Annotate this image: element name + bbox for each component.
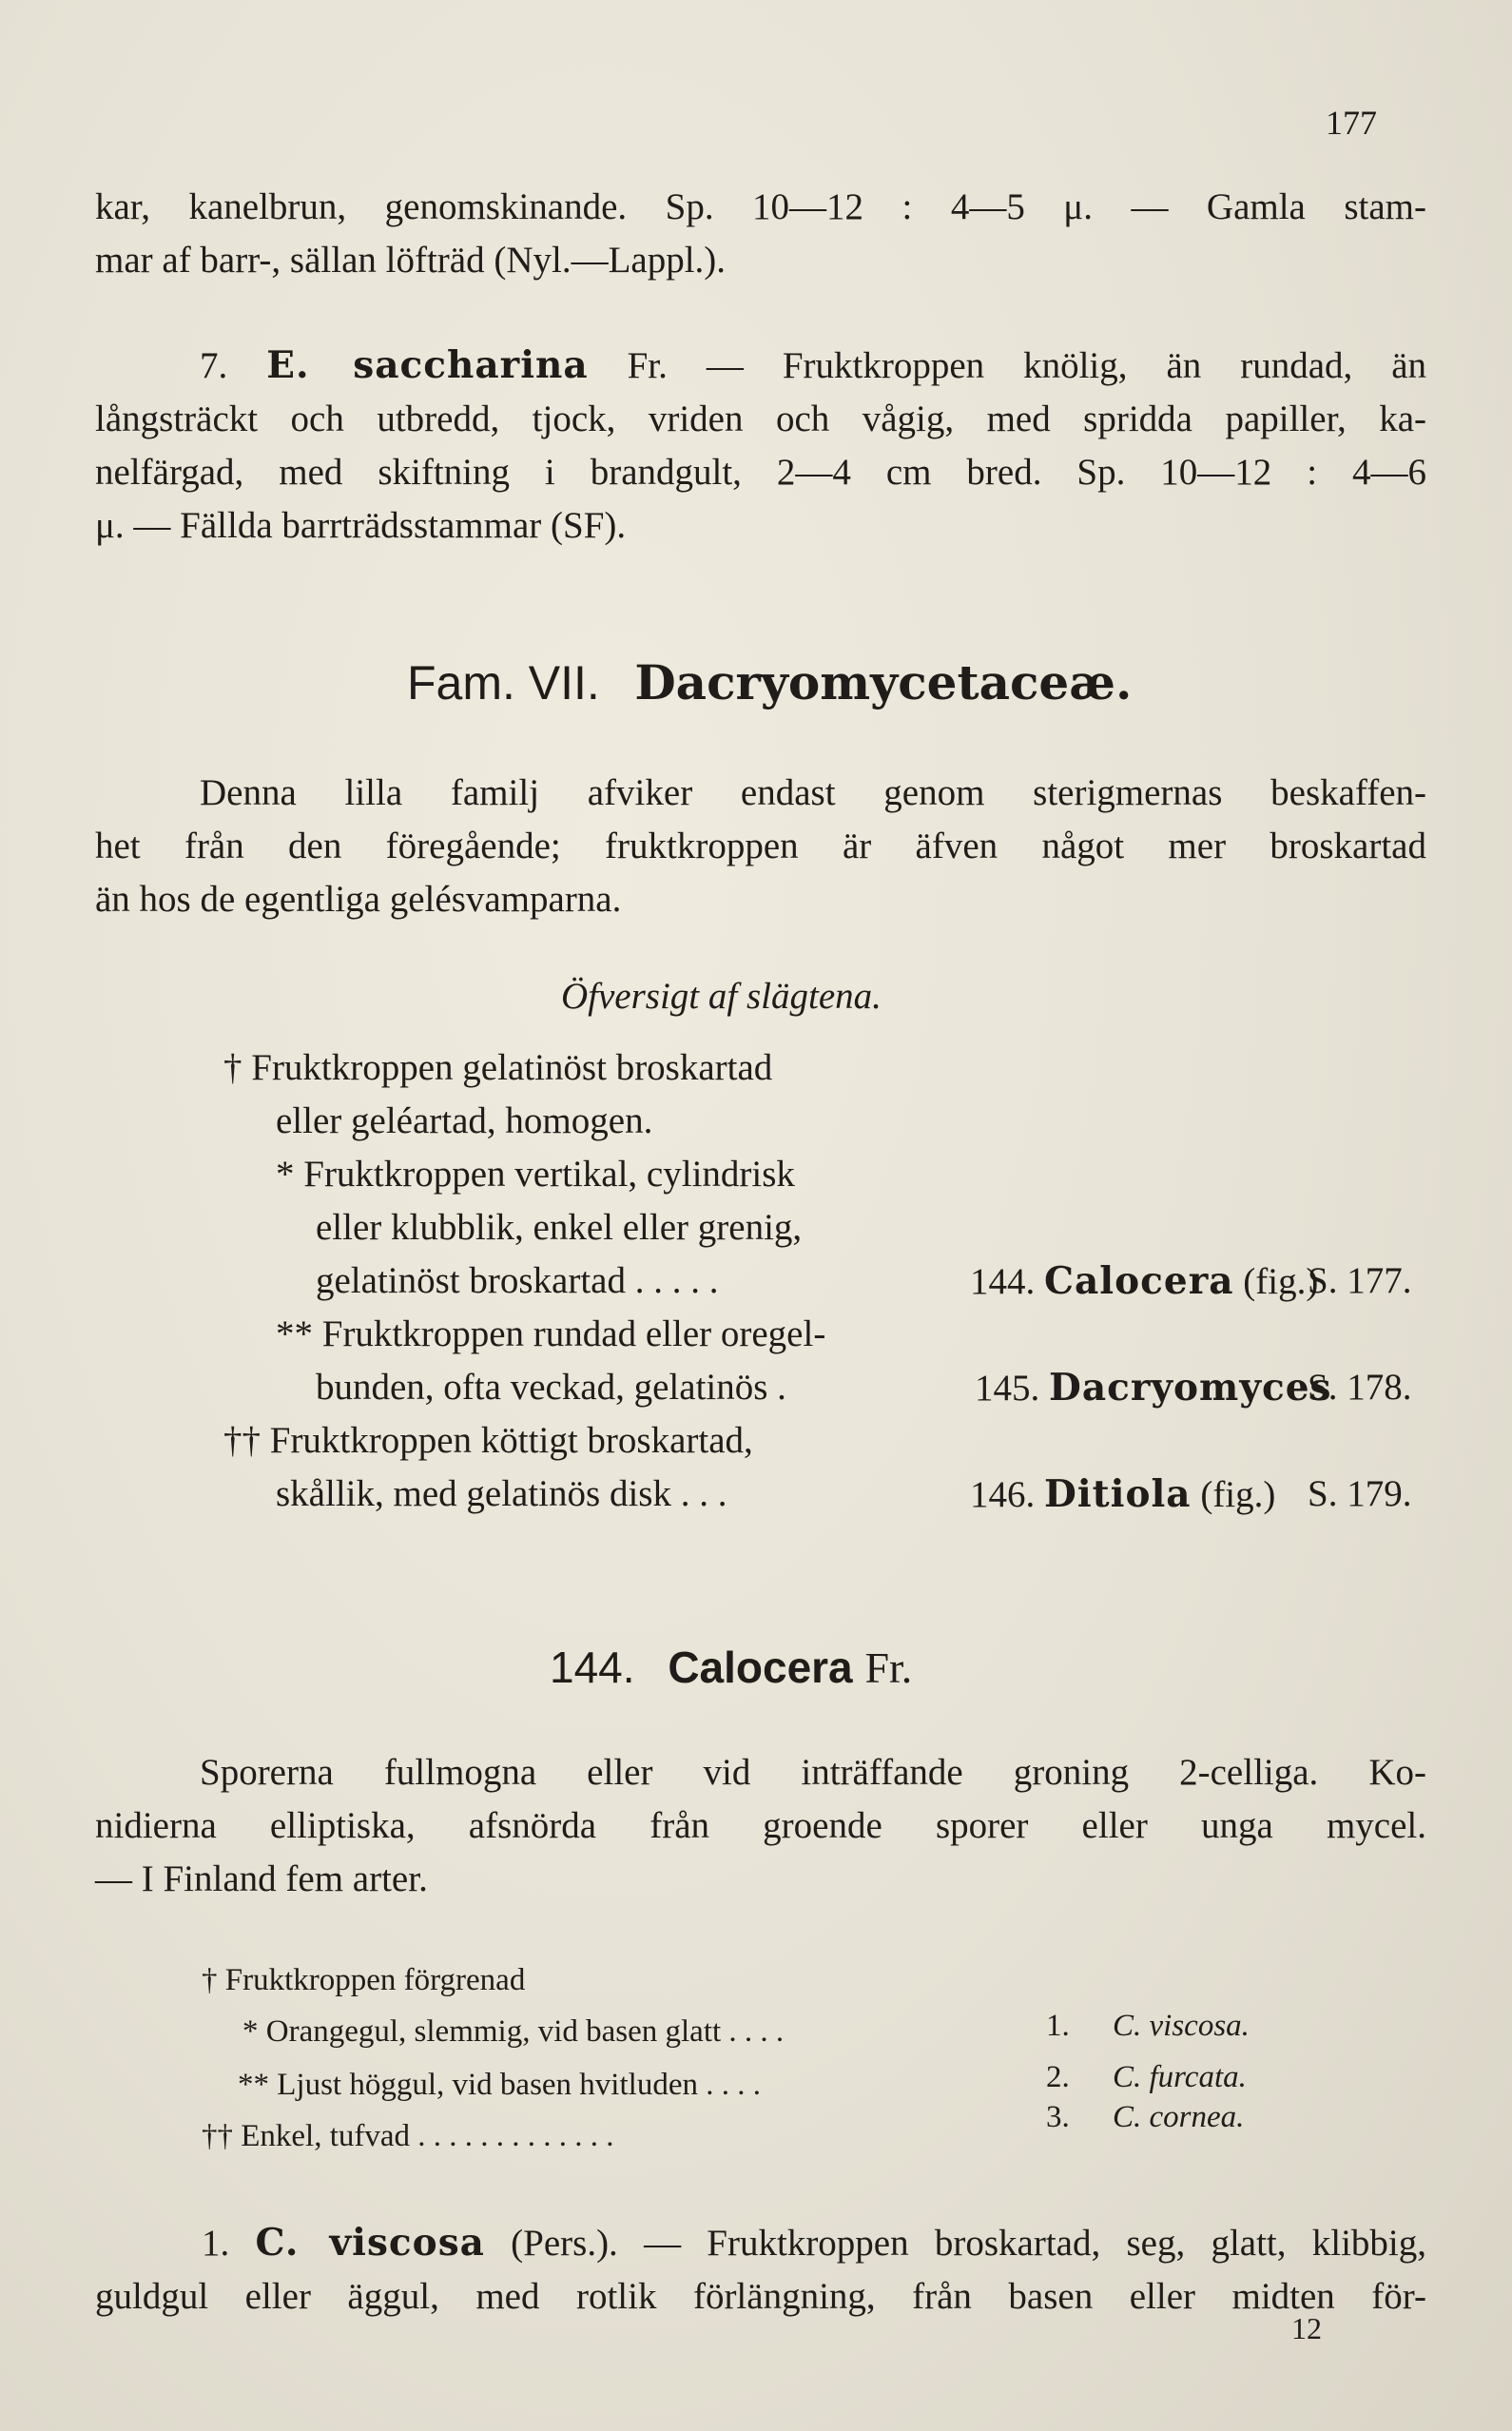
species-7-line: nelfärgad, med skiftning i brandgult, 2—4 cm bred. Sp. 10—12 : 4—6 <box>95 452 1426 493</box>
species-1-text: — Fruktkroppen broskartad, seg, glatt, klibbig, <box>644 2223 1427 2264</box>
genus-ref-number: 144. <box>970 1261 1036 1302</box>
genus-ref-ditiola <box>970 1472 1275 1516</box>
genus-ref-page: S. 177. <box>1308 1260 1412 1301</box>
intro-line: kar, kanelbrun, genomskinande. Sp. 10—12 : 4—5 μ. — Gamla stam- <box>95 186 1426 227</box>
genus-heading-number: 144. <box>550 1643 635 1692</box>
family-line: Denna lilla familj afviker endast genom sterigmernas beskaffen- <box>200 772 1426 813</box>
genus-ref-note: (fig.) <box>1200 1474 1276 1515</box>
family-line: än hos de egentliga gelésvamparna. <box>95 879 622 920</box>
key-row: * Fruktkroppen vertikal, cylindrisk <box>276 1154 795 1195</box>
species-1-author: (Pers.). <box>511 2223 618 2264</box>
genus-ref-number: 146. <box>970 1474 1036 1515</box>
genus-line: — I Finland fem arter. <box>95 1858 428 1899</box>
signature-mark: 12 <box>1291 2311 1322 2345</box>
key-row: skållik, med gelatinös disk . . . <box>276 1473 727 1514</box>
species-key-name: C. viscosa. <box>1113 2009 1250 2043</box>
species-key-row: * Orangegul, slemmig, vid basen glatt . . . . <box>242 2014 785 2049</box>
species-1-line: guldgul eller äggul, med rotlik förlängning, från basen eller midten för- <box>95 2276 1426 2317</box>
species-key-number: 2. <box>1046 2060 1070 2094</box>
intro-paragraph <box>95 181 1426 287</box>
species-1-name: C. viscosa <box>255 2221 485 2265</box>
species-1-line <box>95 2216 1426 2270</box>
genus-heading-name: Calocera <box>668 1643 853 1692</box>
genus-ref-name: Dacryomyces <box>1049 1366 1332 1410</box>
species-key-number: 3. <box>1046 2100 1070 2134</box>
species-7-line <box>95 339 1426 393</box>
genus-ref-page: S. 179. <box>1308 1473 1412 1514</box>
genus-ref-note: (fig.) <box>1243 1261 1319 1302</box>
species-key-row: † Fruktkroppen förgrenad <box>202 1963 526 1997</box>
genus-ref-page: S. 178. <box>1308 1367 1412 1408</box>
key-row: eller geléartad, homogen. <box>276 1100 653 1141</box>
key-row: †† Fruktkroppen köttigt broskartad, <box>223 1420 753 1461</box>
species-key-name: C. furcata. <box>1113 2060 1247 2094</box>
genus-ref-number: 145. <box>975 1368 1040 1409</box>
key-row: bunden, ofta veckad, gelatinös . <box>316 1367 786 1408</box>
genus-heading-author: Fr. <box>864 1643 913 1692</box>
species-1-number: 1. <box>202 2223 230 2264</box>
family-name: Dacryomycetaceæ. <box>634 654 1133 710</box>
species-key-name: C. cornea. <box>1113 2100 1245 2134</box>
key-row: eller klubblik, enkel eller grenig, <box>316 1207 803 1248</box>
key-row: ** Fruktkroppen rundad eller oregel- <box>276 1313 826 1354</box>
species-7-line: μ. — Fällda barrträdsstammar (SF). <box>95 505 627 546</box>
species-7-name: E. saccharina <box>266 343 589 387</box>
species-key-row: ** Ljust höggul, vid basen hvitluden . . . . <box>238 2068 761 2102</box>
family-label: Fam. VII. <box>407 656 600 710</box>
species-7-author: Fr. <box>627 345 668 386</box>
species-7-number: 7. <box>200 345 228 386</box>
genus-ref-dacryomyces <box>975 1366 1332 1410</box>
family-paragraph <box>95 767 1426 926</box>
genus-ref-name: Calocera <box>1044 1259 1234 1303</box>
key-row: † Fruktkroppen gelatinöst broskartad <box>223 1047 773 1088</box>
family-line: het från den föregående; fruktkroppen är äfven något mer broskartad <box>95 826 1426 866</box>
genus-ref-name: Ditiola <box>1044 1472 1192 1516</box>
overview-title: Öfversigt af slägtena. <box>561 976 882 1017</box>
genus-ref-calocera <box>970 1259 1318 1303</box>
species-7-text: — Fruktkroppen knölig, än rundad, än <box>706 345 1427 386</box>
species-7-entry <box>95 339 1426 553</box>
genus-heading <box>550 1642 912 1693</box>
genus-line: Sporerna fullmogna eller vid inträffande groning 2-celliga. Ko- <box>200 1752 1426 1793</box>
page-number: 177 <box>1326 104 1377 142</box>
species-key-number: 1. <box>1046 2009 1070 2043</box>
genus-line: nidierna elliptiska, afsnörda från groende sporer eller unga mycel. <box>95 1805 1426 1846</box>
key-row: gelatinöst broskartad . . . . . <box>316 1260 719 1301</box>
species-1-entry <box>95 2216 1426 2324</box>
genus-paragraph <box>95 1746 1426 1906</box>
intro-line: mar af barr-, sällan löfträd (Nyl.—Lappl.). <box>95 240 727 281</box>
family-heading <box>407 654 1132 710</box>
species-7-line: långsträckt och utbredd, tjock, vriden och vågig, med spridda papiller, ka- <box>95 399 1426 439</box>
species-key-row: †† Enkel, tufvad . . . . . . . . . . . . . <box>202 2119 614 2153</box>
